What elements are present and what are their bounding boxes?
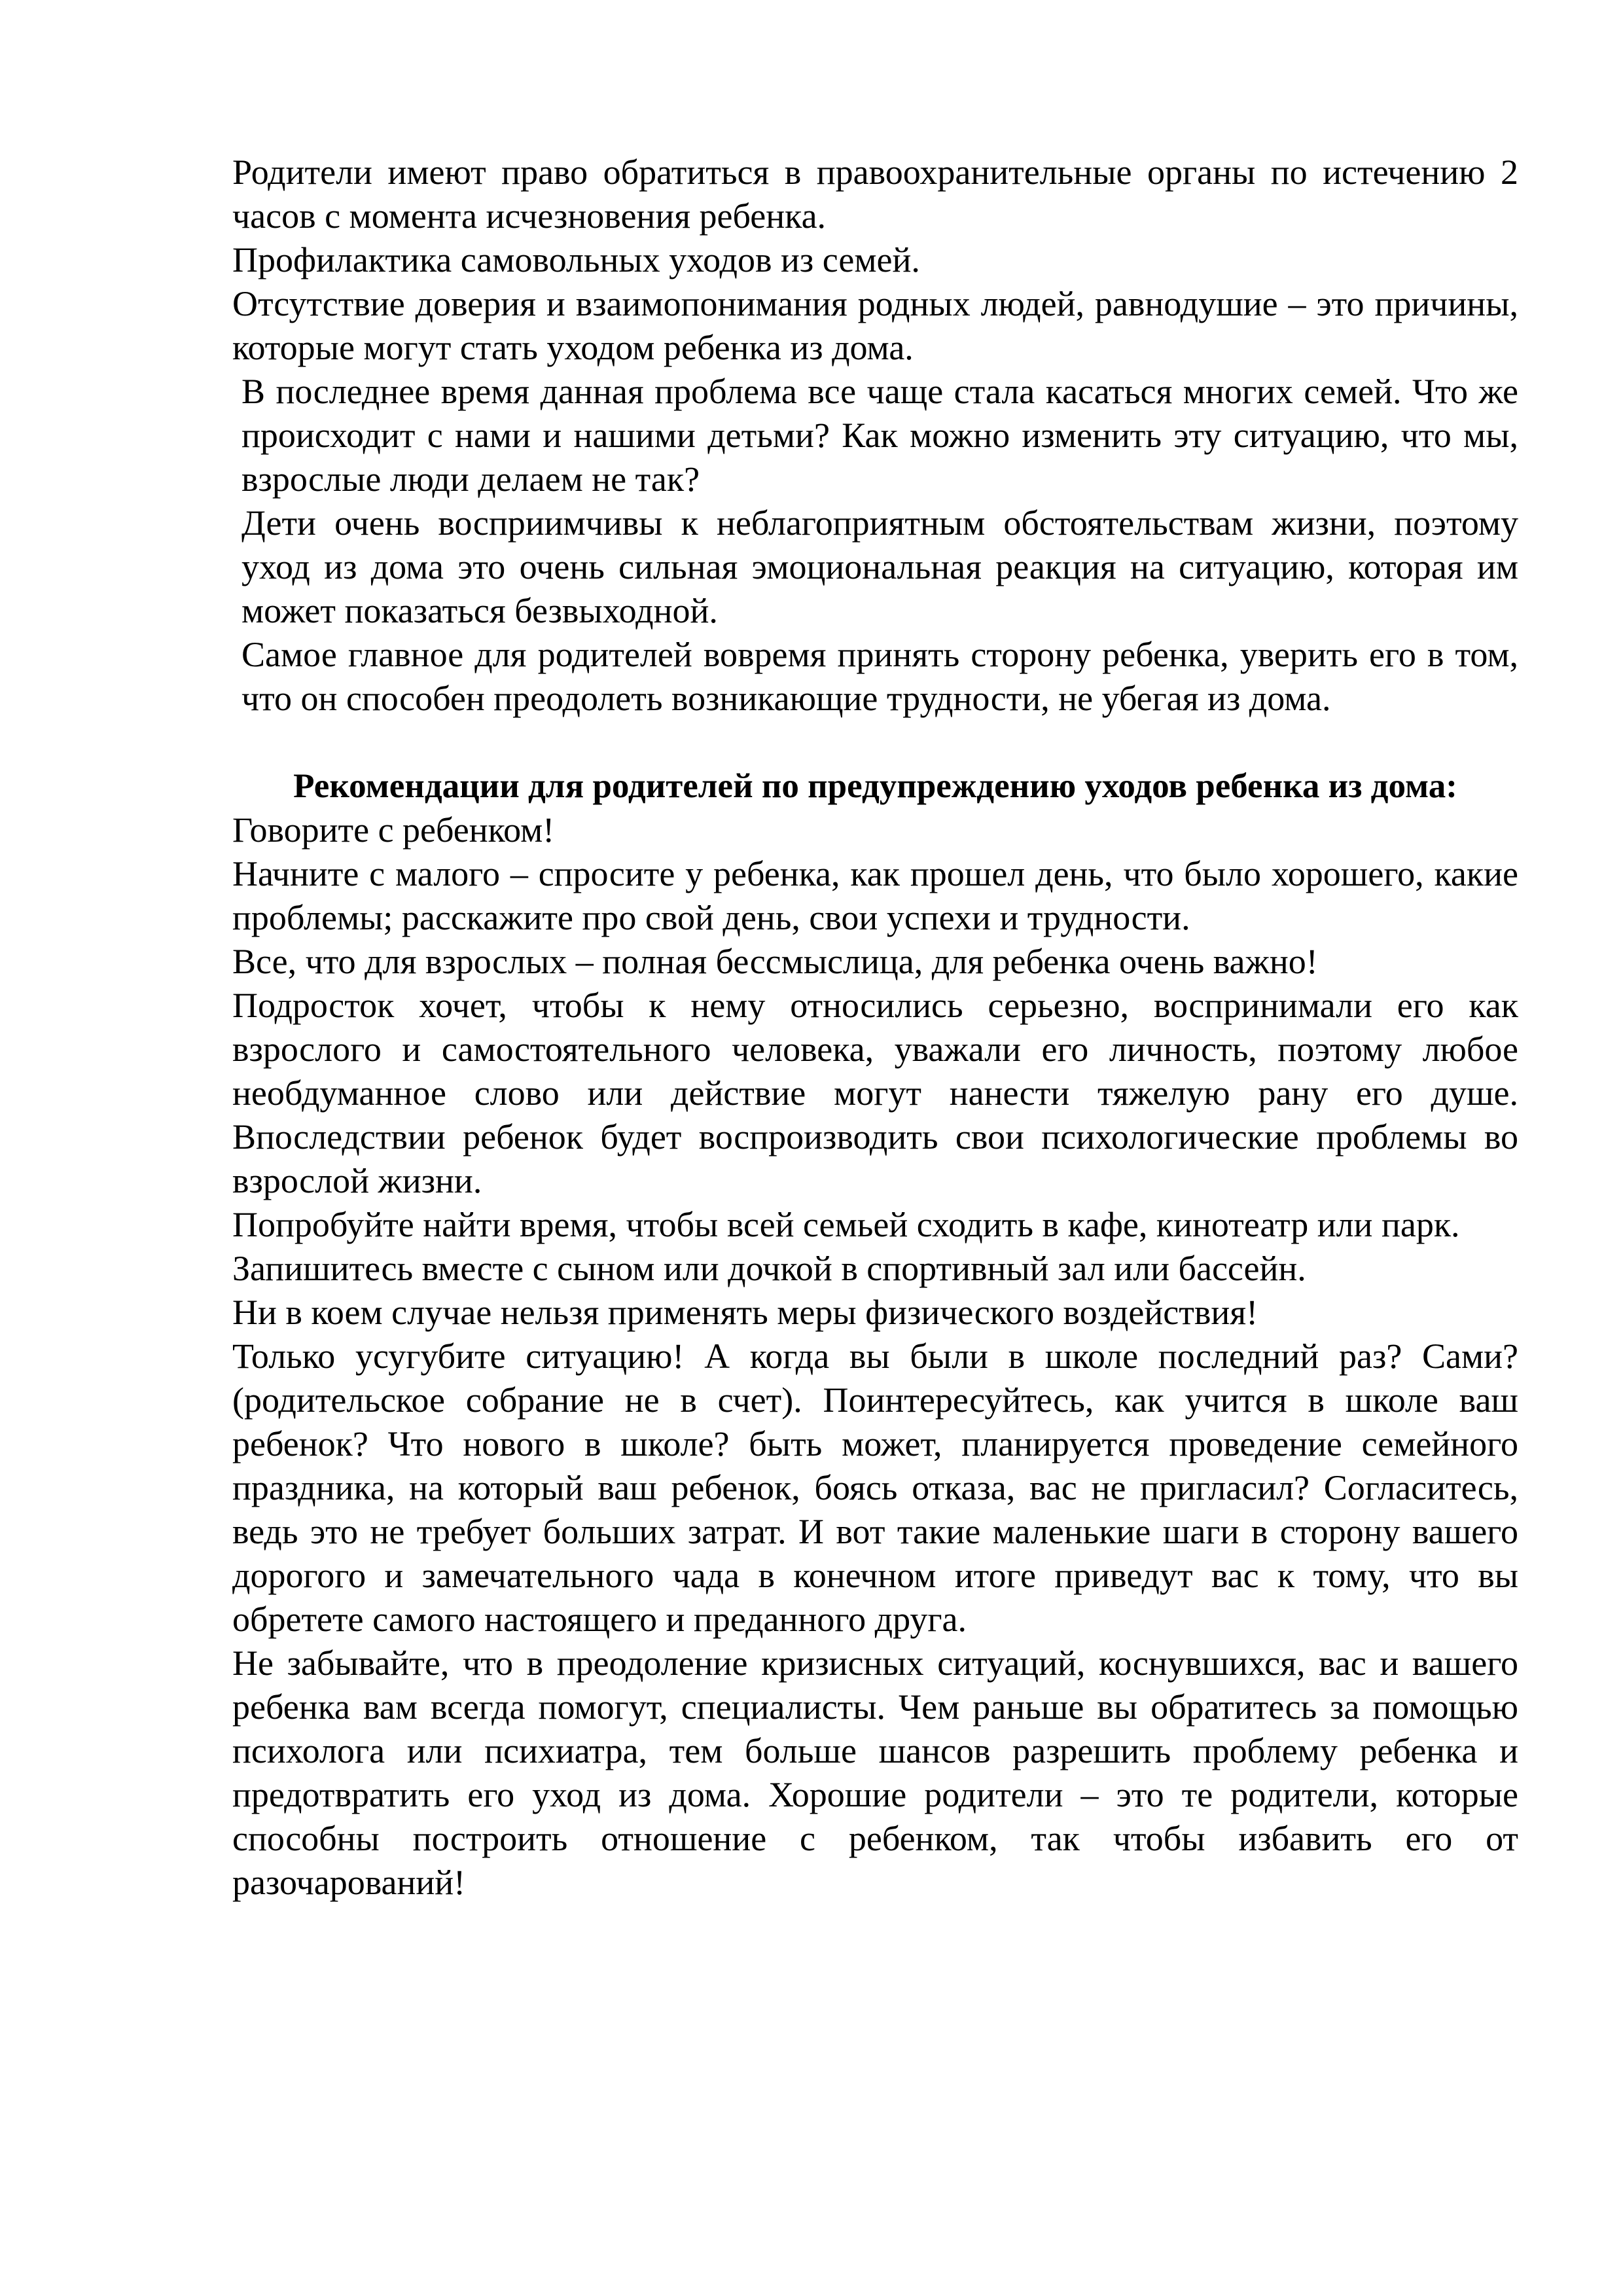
paragraph-problem: В последнее время данная проблема все чаще стала касаться многих семей. Что же происходит с нами и нашими детьми? Как можно изменить эту ситуацию, что мы, взрослые люди делаем не так? [241, 372, 1518, 499]
paragraph-police-rights: Родители имеют право обратиться в правоохранительные органы по истечению 2 часов с момента исчезновения ребенка. [232, 152, 1518, 236]
paragraph-specialists: Не забывайте, что в преодоление кризисных ситуаций, коснувшихся, вас и вашего ребенка вам всегда помогут, специалисты. Чем раньше вы обратитесь за помощью психолога или психиатра, тем больше шансов разрешить проблему ребенка и предотвратить его уход из дома. Хорошие родители – это те родители, которые способны построить отношение с ребенком, так чтобы избавить его от разочарований! [232, 1643, 1518, 1902]
document-page [232, 151, 1518, 1905]
paragraph-teenager: Подросток хочет, чтобы к нему относились серьезно, воспринимали его как взрослого и самостоятельного человека, уважали его личность, поэтому любое необдуманное слово или действие могут нанести тяжелую рану его душе. Впоследствии ребенок будет воспроизводить свои психологические проблемы во взрослой жизни. [232, 986, 1518, 1200]
paragraph-trust: Отсутствие доверия и взаимопонимания родных людей, равнодушие – это причины, которые могут стать уходом ребенка из дома. [232, 284, 1518, 367]
paragraph-family-time: Попробуйте найти время, чтобы всей семьей сходить в кафе, кинотеатр или парк. [232, 1205, 1460, 1244]
paragraph-prevention-title: Профилактика самовольных уходов из семей. [232, 240, 920, 279]
paragraph-no-physical: Ни в коем случае нельзя применять меры физического воздействия! [232, 1293, 1258, 1332]
paragraph-sports: Запишитесь вместе с сыном или дочкой в спортивный зал или бассейн. [232, 1249, 1306, 1288]
paragraph-talk: Говорите с ребенком! [232, 810, 555, 850]
paragraph-main-thing: Самое главное для родителей вовремя принять сторону ребенка, уверить его в том, что он способен преодолеть возникающие трудности, не убегая из дома. [241, 635, 1518, 718]
paragraph-school: Только усугубите ситуацию! А когда вы были в школе последний раз? Сами? (родительское собрание не в счет). Поинтересуйтесь, как учится в школе ваш ребенок? Что нового в школе? быть может, планируется проведение семейного праздника, на который ваш ребенок, боясь отказа, вас не пригласил? Согласитесь, ведь это не требует больших затрат. И вот такие маленькие шаги в сторону вашего дорогого и замечательного чада в конечном итоге приведут вас к тому, что вы обретете самого настоящего и преданного друга. [232, 1336, 1518, 1639]
paragraph-important: Все, что для взрослых – полная бессмыслица, для ребенка очень важно! [232, 942, 1318, 981]
paragraph-children: Дети очень восприимчивы к неблагоприятным обстоятельствам жизни, поэтому уход из дома это очень сильная эмоциональная реакция на ситуацию, которая им может показаться безвыходной. [241, 503, 1518, 630]
recommendations-heading: Рекомендации для родителей по предупреждению уходов ребенка из дома: [293, 767, 1457, 805]
paragraph-start-small: Начните с малого – спросите у ребенка, как прошел день, что было хорошего, какие проблемы; расскажите про свой день, свои успехи и трудности. [232, 854, 1518, 937]
